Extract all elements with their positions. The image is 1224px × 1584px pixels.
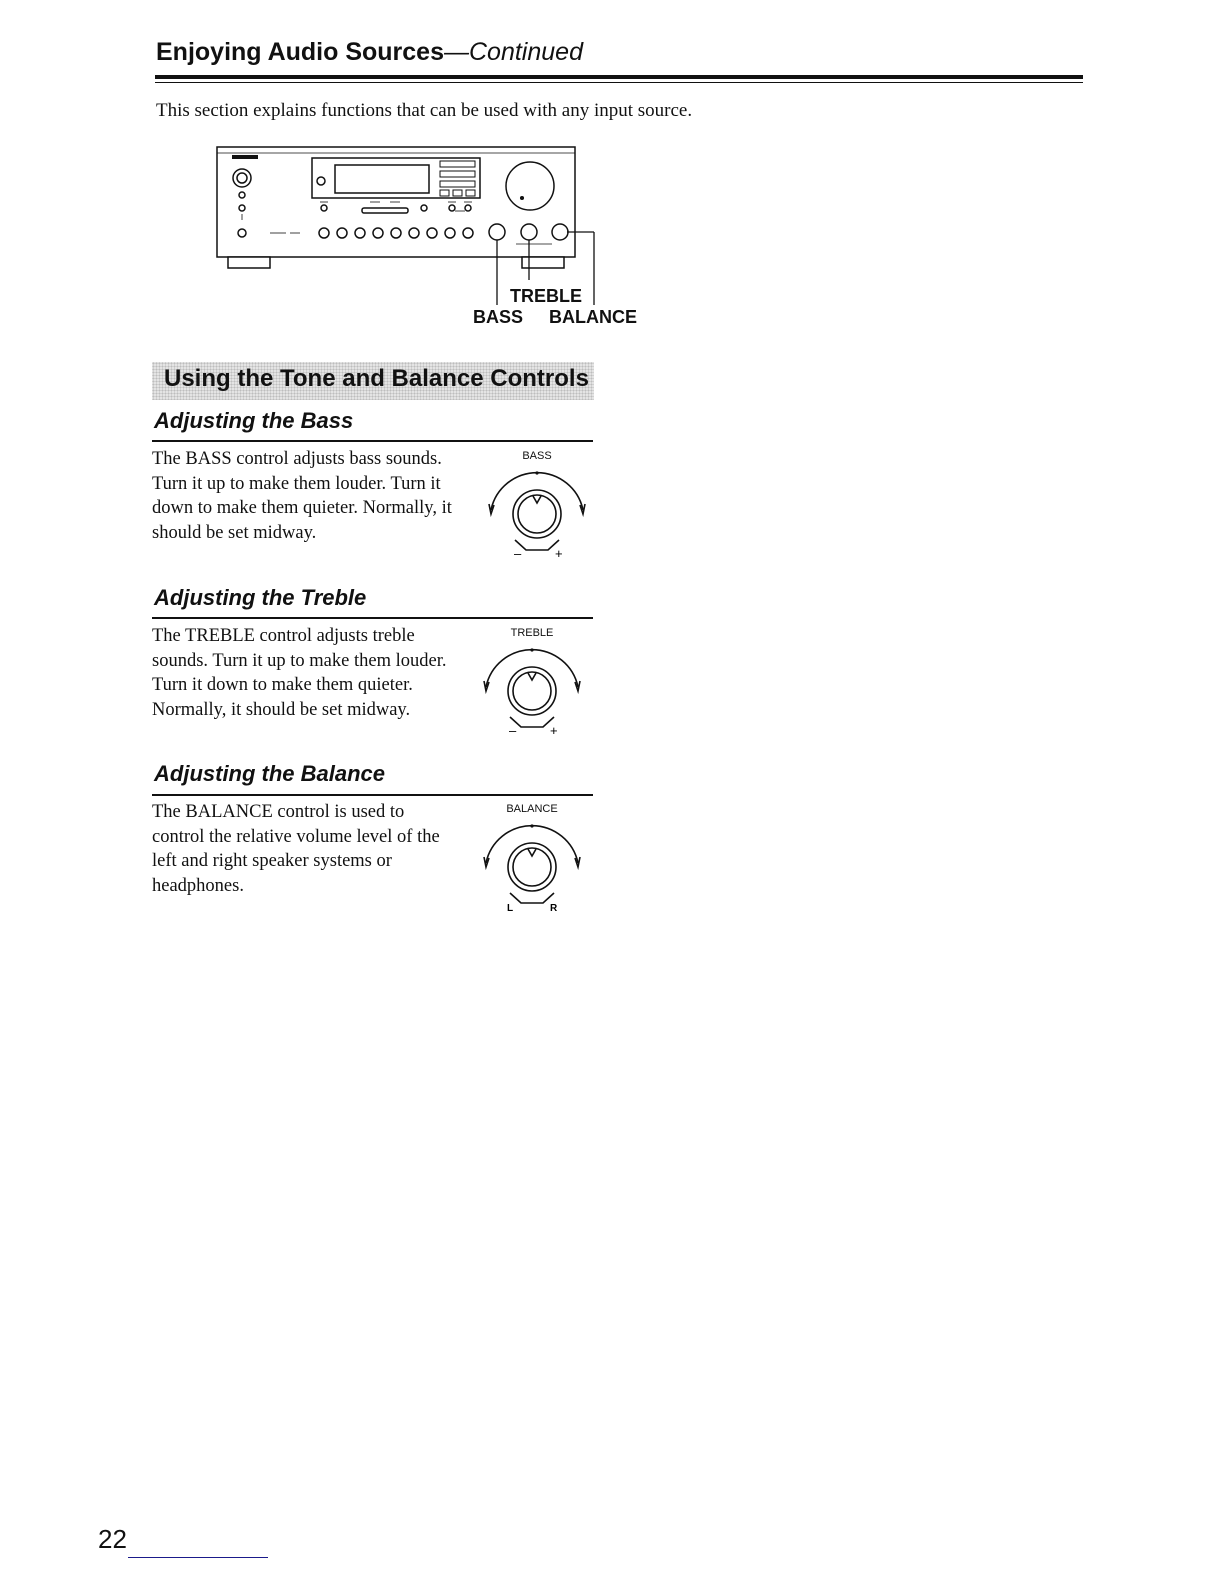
treble-heading: Adjusting the Treble [154,585,367,610]
treble-paragraph: The TREBLE control adjusts treble sounds. Turn it up to make them louder. Turn it down to make them quieter. Normally, it should be set midway. [152,626,447,720]
callout-bass: BASS [473,307,524,327]
treble-minus: – [509,723,517,738]
bass-knob-icon [482,450,592,570]
balance-heading: Adjusting the Balance [154,761,386,786]
treble-heading-rule [152,617,593,619]
page-number: 22 [98,1524,127,1554]
balance-left: L [507,903,514,914]
balance-heading-rule [152,794,593,796]
bass-heading-rule [152,440,593,442]
bass-knob-label: BASS [522,450,552,462]
header-continued: —Continued [444,38,583,66]
bass-heading: Adjusting the Bass [154,408,354,433]
receiver-diagram [210,140,650,340]
bass-plus: + [555,546,563,561]
balance-knob-illustration [477,803,587,923]
treble-knob-icon [477,627,587,747]
header-title-text: Enjoying Audio Sources [156,38,444,66]
balance-knob-icon [477,803,587,923]
callout-balance: BALANCE [549,307,637,327]
bass-paragraph: The BASS control adjusts bass sounds. Turn it up to make them louder. Turn it down to make them quieter. Normally, it should be set midway. [152,449,452,543]
callout-treble: TREBLE [510,286,582,306]
page-number-rule [128,1557,268,1558]
treble-knob-illustration [477,627,587,747]
header-rule-thick [155,75,1083,79]
treble-plus: + [550,723,558,738]
treble-knob-label: TREBLE [510,627,554,639]
intro-text: This section explains functions that can be used with any input source. [156,100,693,121]
section-banner [152,362,594,400]
balance-paragraph: The BALANCE control is used to control the relative volume level of the left and right speaker systems or headphones. [152,802,440,896]
balance-right: R [550,903,558,914]
page-title [156,38,583,67]
bass-minus: – [514,546,522,561]
bass-knob-illustration [482,450,592,570]
balance-knob-label: BALANCE [506,803,558,815]
header-rule-thin [155,82,1083,83]
section-title: Using the Tone and Balance Controls [164,365,589,392]
